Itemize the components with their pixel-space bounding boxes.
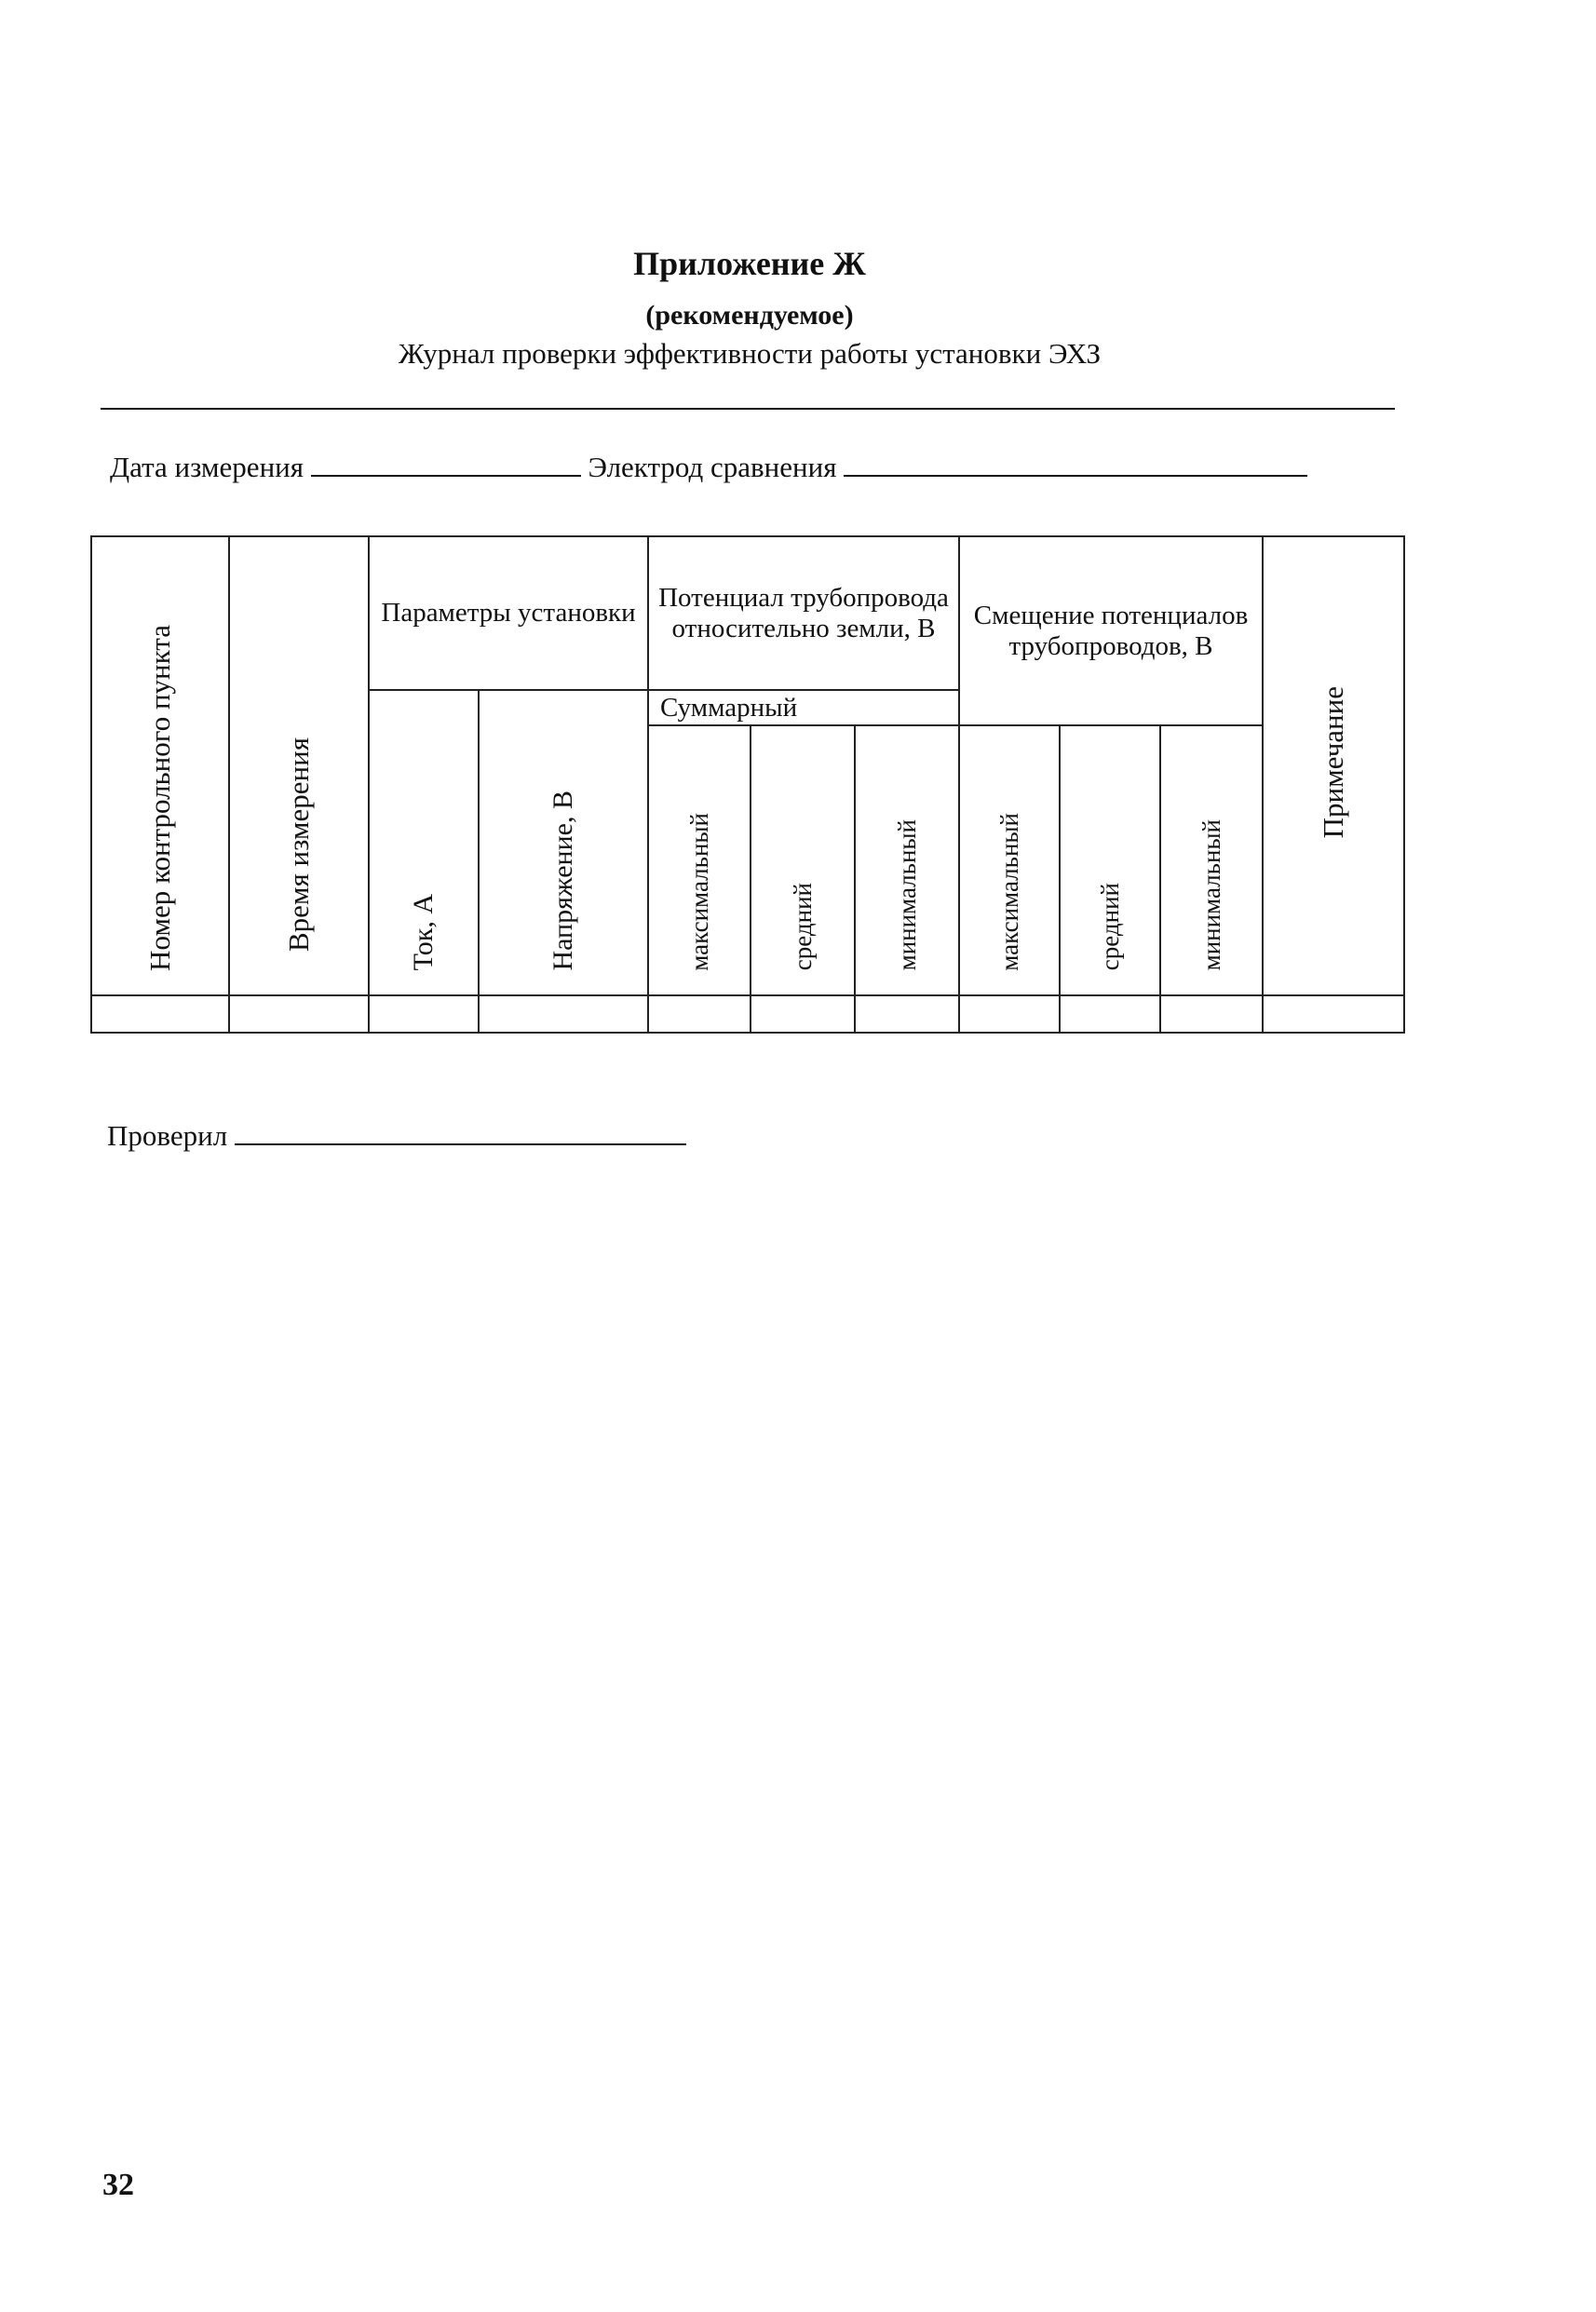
journal-table: [90, 535, 1405, 1034]
data-cell[interactable]: [479, 995, 648, 1033]
data-cell[interactable]: [1060, 995, 1160, 1033]
table-row: [91, 995, 1404, 1033]
page-number: 32: [102, 2168, 134, 2202]
measure-date-blank[interactable]: [311, 449, 581, 477]
data-cell[interactable]: [648, 995, 751, 1033]
document-subtitle: (рекомендуемое): [645, 300, 854, 331]
data-cell[interactable]: [855, 995, 959, 1033]
header-pot-avg: средний: [751, 725, 855, 995]
checked-by-blank[interactable]: [235, 1117, 686, 1145]
data-cell[interactable]: [229, 995, 369, 1033]
electrode-blank[interactable]: [844, 449, 1307, 477]
header-potential-group: Потенциал трубопровода относительно земли, В: [648, 536, 959, 690]
data-cell[interactable]: [1160, 995, 1263, 1033]
header-pot-max: максимальный: [648, 725, 751, 995]
checked-by-field: [107, 1117, 686, 1153]
header-voltage: Напряжение, В: [479, 690, 648, 995]
header-note: Примечание: [1263, 536, 1404, 995]
header-shift-max: максимальный: [959, 725, 1060, 995]
header-point-number: Номер контрольного пункта: [91, 536, 229, 995]
measure-date-label: Дата измерения: [110, 451, 304, 483]
checked-by-label: Проверил: [107, 1119, 228, 1152]
header-shift-avg: средний: [1060, 725, 1160, 995]
data-cell[interactable]: [369, 995, 479, 1033]
header-shift-min: минимальный: [1160, 725, 1263, 995]
header-params-group: Параметры установки: [369, 536, 648, 690]
header-underline: [101, 408, 1395, 410]
electrode-label: Электрод сравнения: [588, 451, 837, 483]
data-cell[interactable]: [751, 995, 855, 1033]
header-pot-min: минимальный: [855, 725, 959, 995]
header-current: Ток, А: [369, 690, 479, 995]
data-cell[interactable]: [1263, 995, 1404, 1033]
header-shift-group: Смещение потенциалов трубопроводов, В: [959, 536, 1263, 725]
data-cell[interactable]: [959, 995, 1060, 1033]
header-total: Суммарный: [648, 690, 959, 725]
document-subject: Журнал проверки эффективности работы установки ЭХЗ: [399, 337, 1101, 370]
document-title: Приложение Ж: [633, 245, 866, 282]
measure-date-field: [110, 449, 1307, 484]
data-cell[interactable]: [91, 995, 229, 1033]
header-time: Время измерения: [229, 536, 369, 995]
